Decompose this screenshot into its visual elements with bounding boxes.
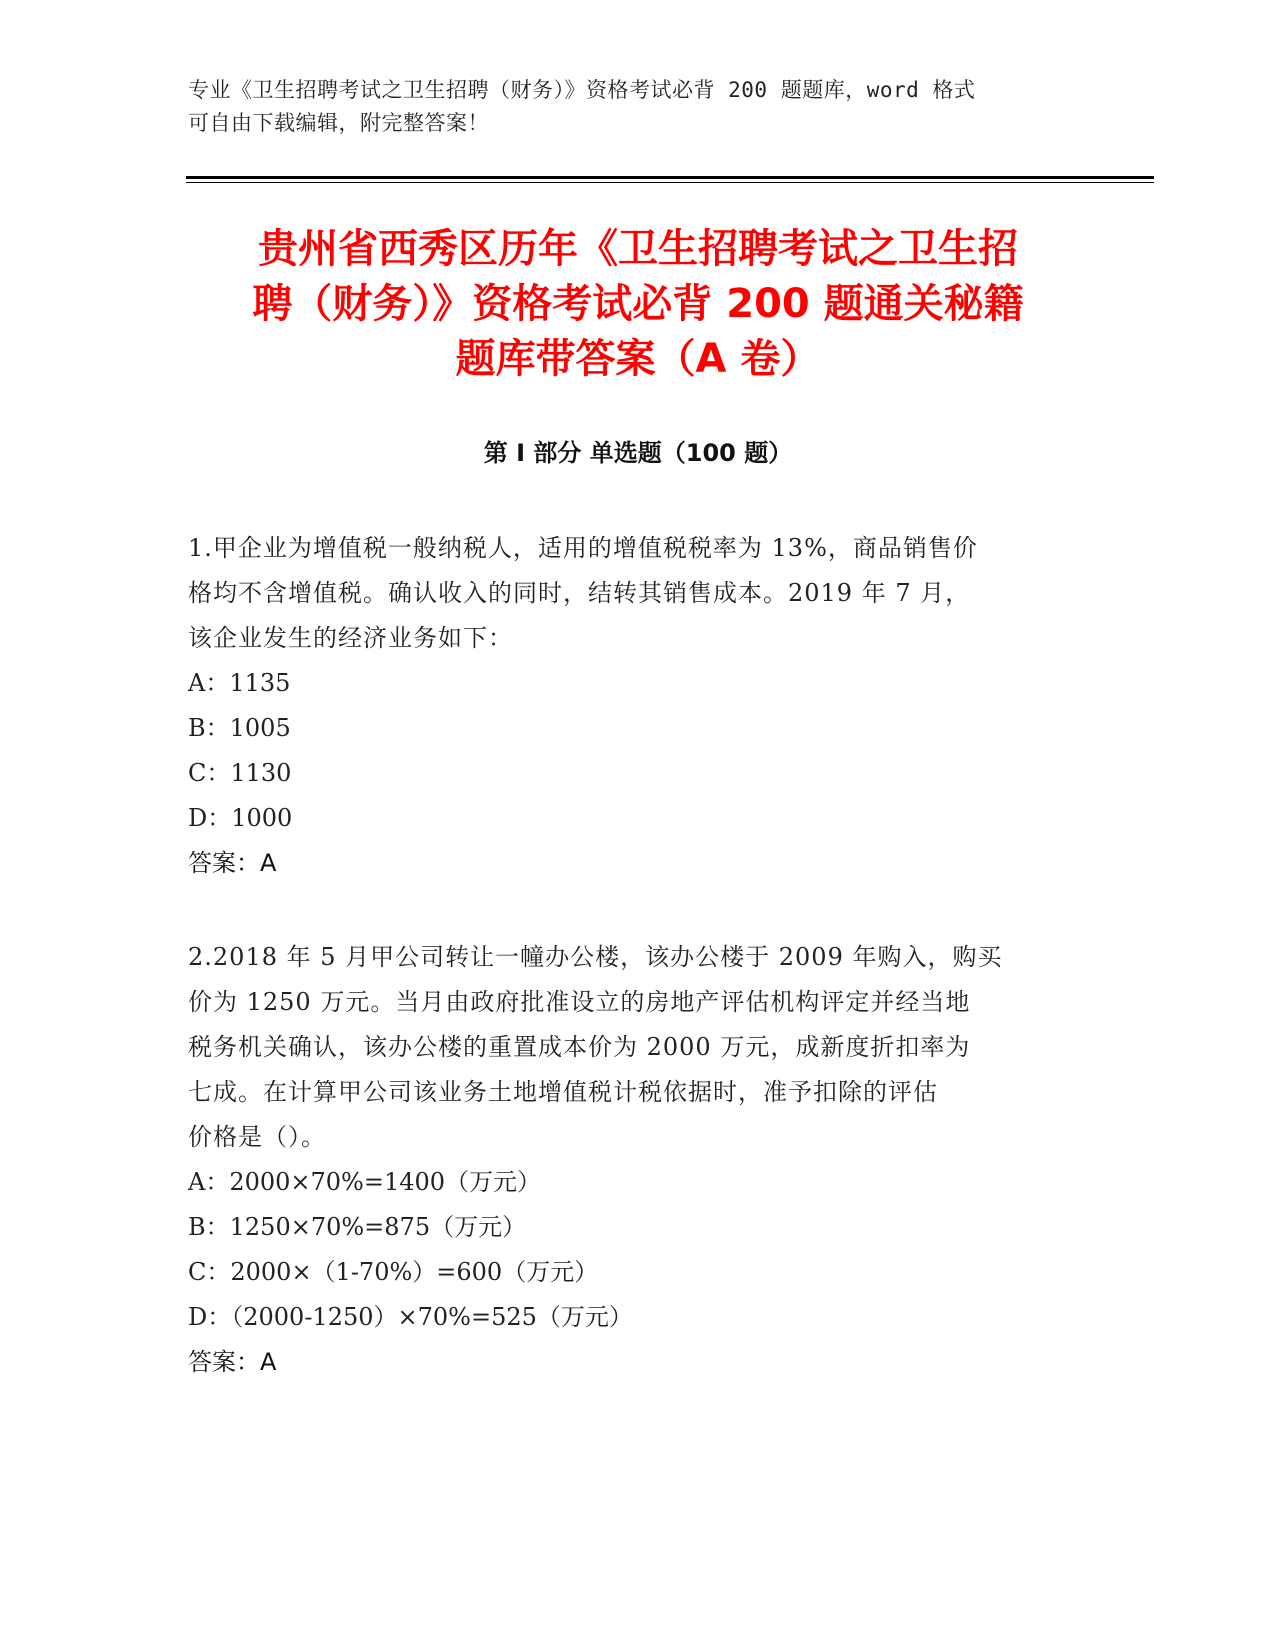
- option-b: B：1005: [188, 714, 291, 742]
- header-divider-thick: [186, 176, 1154, 179]
- document-title-line-1: 贵州省西秀区历年《卫生招聘考试之卫生招: [258, 226, 1018, 272]
- document-header-note: [188, 74, 1068, 140]
- question-stem-line: 税务机关确认，该办公楼的重置成本价为 2000 万元，成新度折扣率为: [188, 1033, 971, 1061]
- question-stem-line: 格均不含增值税。确认收入的同时，结转其销售成本。2019 年 7 月，: [188, 579, 971, 607]
- document-title-line-2: 聘（财务）》资格考试必背 200 题通关秘籍: [252, 281, 1024, 327]
- document-title-line-3: 题库带答案（A 卷）: [455, 336, 821, 382]
- option-c: C：2000×（1-70%）=600（万元）: [188, 1258, 599, 1286]
- question-stem-line: 2.2018 年 5 月甲公司转让一幢办公楼，该办公楼于 2009 年购入，购买: [188, 943, 1003, 971]
- option-a: A：1135: [188, 669, 291, 697]
- question-stem-line: 该企业发生的经济业务如下：: [188, 624, 513, 652]
- header-divider-thin: [186, 182, 1154, 183]
- option-d: D：（2000-1250）×70%=525（万元）: [188, 1303, 633, 1331]
- option-c: C：1130: [188, 759, 292, 787]
- question-2: [188, 935, 1088, 1385]
- question-stem-line: 价为 1250 万元。当月由政府批准设立的房地产评估机构评定并经当地: [188, 988, 971, 1016]
- answer-label: 答案：A: [188, 849, 277, 877]
- option-a: A：2000×70%=1400（万元）: [188, 1168, 542, 1196]
- question-stem-line: 1.甲企业为增值税一般纳税人，适用的增值税税率为 13%，商品销售价: [188, 534, 978, 562]
- header-note-line-1: 专业《卫生招聘考试之卫生招聘（财务）》资格考试必背 200 题题库，word 格式: [188, 78, 976, 102]
- header-note-line-2: 可自由下载编辑，附完整答案！: [188, 111, 489, 135]
- document-title: [188, 222, 1088, 387]
- option-d: D：1000: [188, 804, 293, 832]
- question-stem-line: 价格是（）。: [188, 1123, 326, 1151]
- option-b: B：1250×70%=875（万元）: [188, 1213, 527, 1241]
- answer-label: 答案：A: [188, 1348, 277, 1376]
- question-stem-line: 七成。在计算甲公司该业务土地增值税计税依据时，准予扣除的评估: [188, 1078, 938, 1106]
- question-1: [188, 526, 1088, 886]
- section-heading: 第 I 部分 单选题（100 题）: [483, 439, 793, 467]
